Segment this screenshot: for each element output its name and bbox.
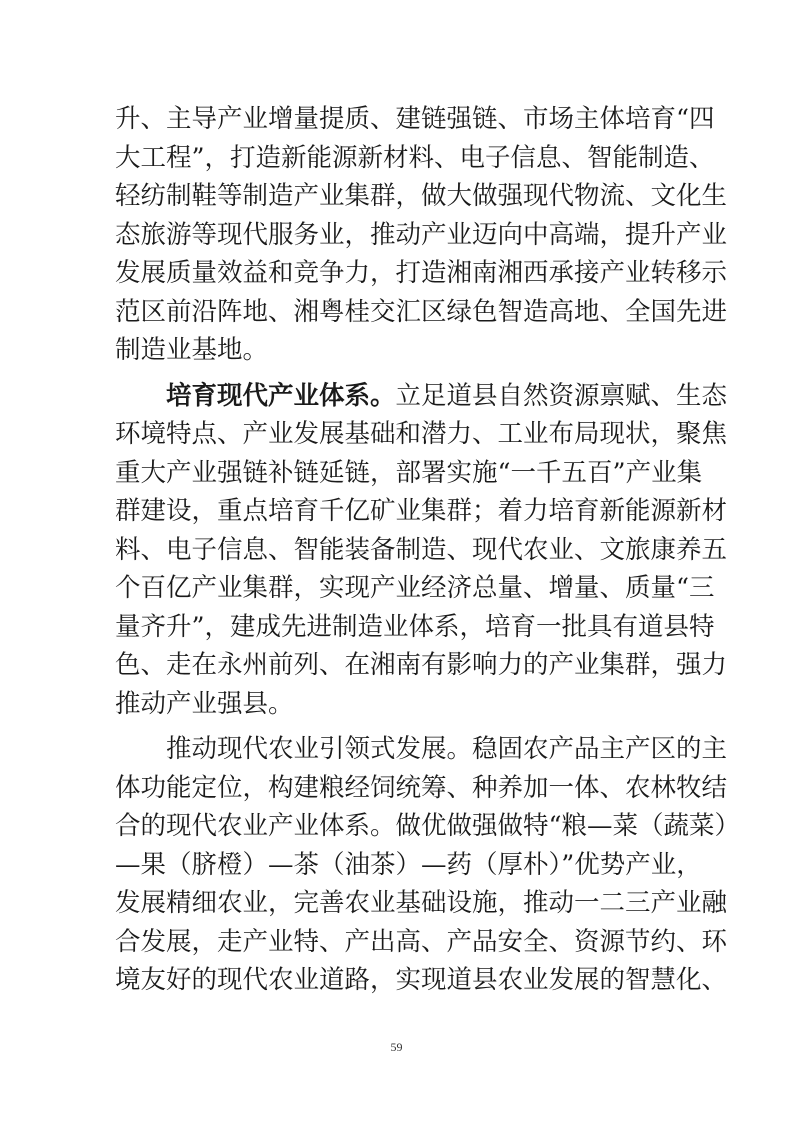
text-line: 重大产业强链补链延链，部署实施“一千五百”产业集 (115, 457, 703, 488)
text-line: 升、主导产业增量提质、建链强链、市场主体培育“四 (115, 104, 715, 134)
text-line: 个百亿产业集群，实现产业经济总量、增量、质量“三 (115, 573, 715, 603)
paragraph-1 (115, 100, 728, 370)
text-line: 大工程”，打造新能源新材料、电子信息、智能制造、 (115, 142, 715, 173)
text-line: 轻纺制鞋等制造产业集群，做大做强现代物流、文化生 (115, 181, 728, 211)
text-line: 发展精细农业，完善农业基础设施，推动一二三产业融 (115, 888, 728, 918)
text-line: 体功能定位，构建粮经饲统筹、种养加一体、农林牧结 (115, 772, 728, 803)
text-run: 立足道县自然资源禀赋、生态 (395, 380, 728, 411)
text-line: 色、走在永州前列、在湘南有影响力的产业集群，强力 (115, 650, 728, 680)
text-line: 合发展，走产业特、产出高、产品安全、资源节约、环 (115, 926, 728, 957)
text-line: 发展质量效益和竞争力，打造湘南湘西承接产业转移示 (115, 258, 728, 288)
text-line: 料、电子信息、智能装备制造、现代农业、文旅康养五 (115, 534, 728, 565)
text-line: 环境特点、产业发展基础和潜力、工业布局现状，聚焦 (115, 419, 728, 449)
text-line: —果（脐橙）—茶（油茶）—药（厚朴）”优势产业， (115, 849, 702, 880)
text-line: 推动产业强县。 (115, 688, 294, 719)
text-line (115, 377, 728, 416)
document-body (115, 100, 741, 1000)
text-line: 范区前沿阵地、湘粤桂交汇区绿色智造高地、全国先进 (115, 296, 728, 327)
paragraph-2 (115, 377, 728, 724)
text-line: 群建设，重点培育千亿矿业集群；着力培育新能源新材 (115, 496, 728, 526)
section-heading: 培育现代产业体系。 (166, 380, 396, 411)
text-line: 推动现代农业引领式发展。稳固农产品主产区的主 (166, 734, 728, 764)
text-line: 合的现代农业产业体系。做优做强做特“粮—菜（蔬菜） (115, 811, 741, 841)
text-line: 境友好的现代农业道路，实现道县农业发展的智慧化、 (115, 965, 728, 995)
text-line: 量齐升”，建成先进制造业体系，培育一批具有道县特 (115, 611, 715, 642)
text-line: 态旅游等现代服务业，推动产业迈向中高端，提升产业 (115, 219, 728, 250)
page-number: 59 (390, 1040, 403, 1054)
paragraph-3 (115, 730, 741, 1000)
text-line: 制造业基地。 (115, 335, 269, 365)
